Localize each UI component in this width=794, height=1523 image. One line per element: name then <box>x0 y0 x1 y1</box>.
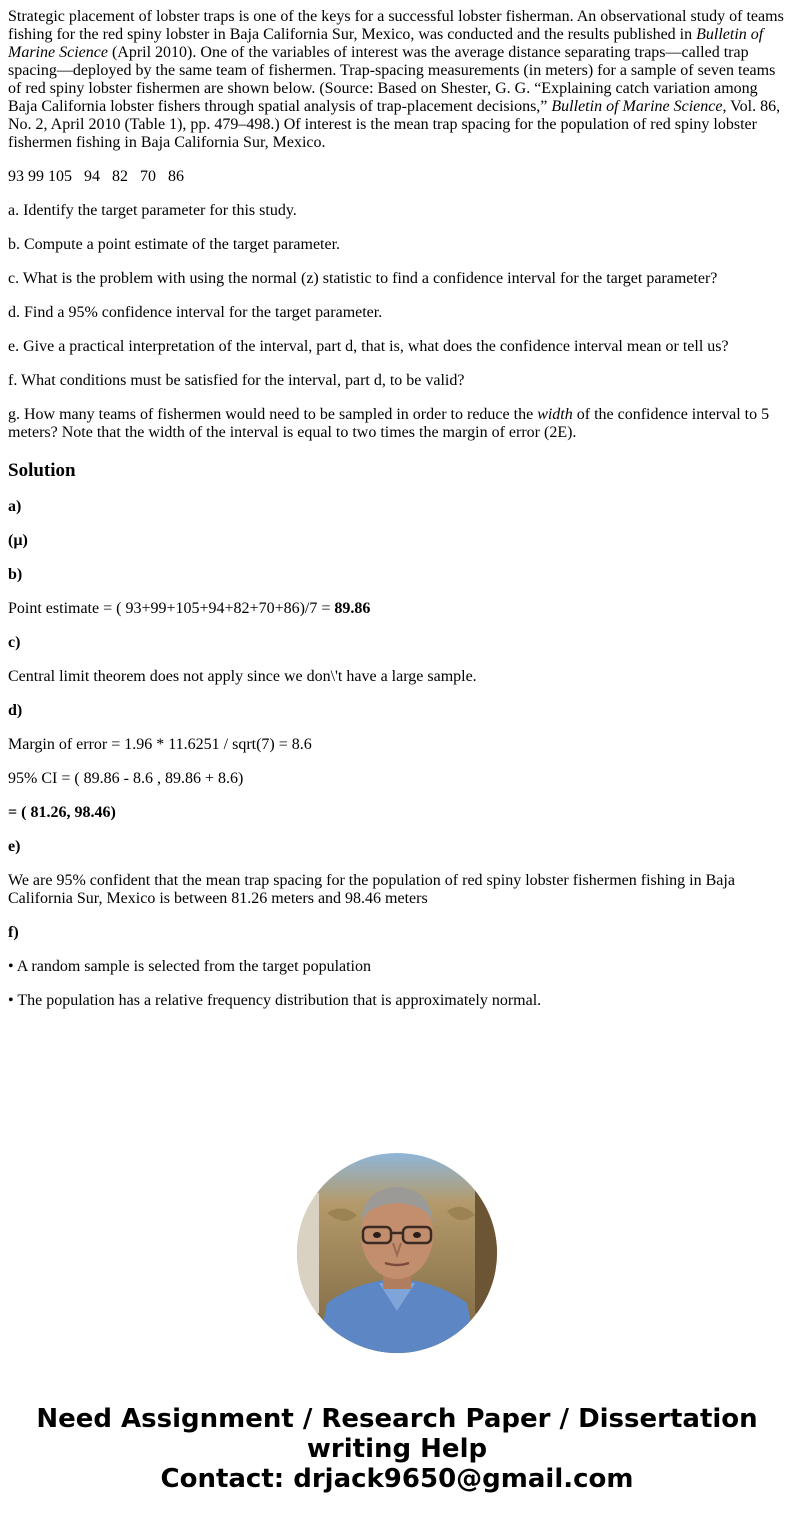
advert-contact: Contact: drjack9650@gmail.com <box>160 1464 634 1494</box>
intro-text-1: Strategic placement of lobster traps is one of the keys for a successful lobster fisherman. An observational study of teams fishing for the red spiny lobster in Baja California Sur, Mexico, was conducted and the results published in <box>8 8 784 43</box>
solution-c-text: Central limit theorem does not apply since we don\'t have a large sample. <box>8 668 477 685</box>
solution-b-label: b) <box>8 566 23 583</box>
solution-f-item-1: • A random sample is selected from the target population <box>8 958 371 975</box>
solution-heading: Solution <box>8 460 76 481</box>
question-part-c: c. What is the problem with using the normal (z) statistic to find a confidence interval for the target parameter? <box>8 270 718 287</box>
intro-text-3: , Vol. 86, No. 2, April 2010 (Table 1), pp. 479–498.) Of interest is the mean trap spacing for the population of red spiny lobster fishermen fishing in Baja California Sur, Mexico. <box>8 98 781 151</box>
advert-line-2: writing Help <box>306 1434 488 1464</box>
solution-c-label: c) <box>8 634 21 651</box>
solution-d-ci: 95% CI = ( 89.86 - 8.6 , 89.86 + 8.6) <box>8 770 244 787</box>
part-g-emphasis: width <box>537 406 573 423</box>
question-part-b: b. Compute a point estimate of the target parameter. <box>8 236 341 253</box>
solution-f-label: f) <box>8 924 19 941</box>
part-g-text-1: g. How many teams of fishermen would need to be sampled in order to reduce the <box>8 406 538 423</box>
solution-d-margin: Margin of error = 1.96 * 11.6251 / sqrt(7) = 8.6 <box>8 736 312 753</box>
question-part-g <box>8 406 786 442</box>
solution-a-answer: (µ) <box>8 532 28 549</box>
solution-d-label: d) <box>8 702 23 719</box>
solution-e-label: e) <box>8 838 21 855</box>
solution-b-text: Point estimate = ( 93+99+105+94+82+70+86)/7 = 89.86 <box>8 600 371 617</box>
document-content <box>8 8 786 1026</box>
solution-f-item-2: • The population has a relative frequency distribution that is approximately normal. <box>8 992 542 1009</box>
question-part-d: d. Find a 95% confidence interval for the target parameter. <box>8 304 383 321</box>
advert-banner <box>0 1404 794 1494</box>
part-g-text-2: of the confidence interval to 5 meters? Note that the width of the interval is equal to two times the margin of error (2E). <box>8 406 770 441</box>
point-estimate-value: 89.86 <box>334 600 371 617</box>
journal-title-1: Bulletin of Marine Science <box>8 26 764 61</box>
question-part-e: e. Give a practical interpretation of the interval, part d, that is, what does the confidence interval mean or tell us? <box>8 338 729 355</box>
advert-line-1: Need Assignment / Research Paper / Dissertation <box>36 1404 758 1434</box>
question-part-a: a. Identify the target parameter for this study. <box>8 202 297 219</box>
solution-d-result: = ( 81.26, 98.46) <box>8 804 116 821</box>
data-values: 93 99 105 94 82 70 86 <box>8 168 184 185</box>
journal-title-2: Bulletin of Marine Science <box>551 98 723 115</box>
solution-e-text: We are 95% confident that the mean trap spacing for the population of red spiny lobster fishermen fishing in Baja California Sur, Mexico is between 81.26 meters and 98.46 meters <box>8 872 735 907</box>
solution-a-label: a) <box>8 498 22 515</box>
author-avatar <box>297 1153 497 1353</box>
intro-text-2: (April 2010). One of the variables of interest was the average distance separating traps—called trap spacing—deployed by the same team of fishermen. Trap-spacing measurements (in meters) for a sample of seven teams of red spiny lobster fishermen are shown below. (Source: Based on Shester, G. G. “Explaining catch variation among Baja California lobster fishers through spatial analysis of trap-placement decisions,” <box>8 44 776 115</box>
author-portrait-icon <box>297 1153 497 1353</box>
question-intro <box>8 8 786 152</box>
question-part-f: f. What conditions must be satisfied for the interval, part d, to be valid? <box>8 372 465 389</box>
